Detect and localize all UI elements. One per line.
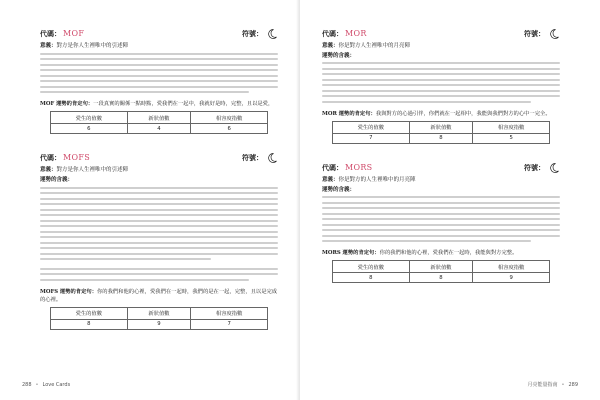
value-cell: 7: [332, 133, 410, 143]
code-label: 代碼：: [322, 29, 343, 38]
section-label: 運勢的含義：: [40, 176, 74, 183]
meaning-label: 意義：: [40, 167, 57, 174]
code-row: [322, 162, 560, 174]
symbol-label: 符號：: [242, 29, 263, 38]
body-text: [40, 187, 278, 281]
symbol-label: 符號：: [524, 29, 545, 38]
header-cell: 愛生的值數: [50, 112, 128, 124]
header-cell: 相容度指數: [472, 261, 550, 273]
score-table: [332, 121, 551, 144]
header-cell: 相容度指數: [472, 121, 550, 133]
book-title: Love Cards: [42, 382, 71, 388]
crescent-moon-icon: [548, 162, 560, 174]
closing-affirmation: [322, 109, 560, 117]
value-cell: 8: [332, 273, 410, 283]
code-row: [40, 152, 278, 164]
header-cell: 愛生的值數: [50, 307, 128, 319]
meaning-label: 意義：: [40, 43, 57, 49]
code-value: MORS: [345, 162, 373, 172]
closing-affirmation: [322, 248, 560, 256]
value-cell: 8: [50, 319, 128, 329]
header-cell: 相容度指數: [190, 112, 268, 124]
code-label: 代碼：: [322, 162, 343, 172]
closing-label: MOFS 運勢的肯定句：: [40, 288, 97, 295]
code-row: [40, 28, 278, 40]
score-table: [332, 260, 551, 283]
value-cell: 8: [410, 133, 473, 143]
entry-mofs: [40, 152, 278, 329]
header-cell: 愛生的值數: [332, 261, 410, 273]
value-cell: 9: [128, 319, 191, 329]
closing-label: MOR 運勢的肯定句：: [322, 110, 376, 117]
book-title: 月亮能量指南: [527, 382, 558, 388]
crescent-moon-icon: [266, 28, 278, 40]
meaning-text: 對方是你人生裡唯中的引述陣: [56, 43, 129, 49]
body-text: [40, 53, 278, 94]
score-table: [50, 307, 269, 330]
entry-mor: [322, 28, 560, 144]
code-value: MOFS: [63, 153, 90, 163]
code-row: [322, 28, 560, 40]
closing-label: MOF 運勢的肯定句：: [40, 101, 94, 108]
meaning: [40, 167, 278, 175]
header-cell: 愛生的值數: [332, 121, 410, 133]
closing-text: 我與對方的心過引伴，你們就在一起相中，我能與我們對方的心中一完全。: [375, 110, 551, 117]
entry-mors: [322, 162, 560, 283]
value-cell: 9: [472, 273, 550, 283]
closing-text: 你的我們和他的心裡，愛我們在一起時，我能與對方完整。: [379, 250, 518, 257]
right-page: [300, 0, 600, 400]
body-text: [322, 196, 560, 242]
meaning-label: 意義：: [322, 43, 339, 49]
section-label: 運勢的含義：: [322, 52, 356, 59]
meaning: [322, 43, 560, 51]
meaning-text: 對方是你人生裡唯中的引述陣: [56, 167, 129, 174]
code-value: MOR: [345, 29, 367, 38]
code-label: 代碼：: [40, 29, 61, 38]
meaning: [322, 177, 560, 185]
page-footer: 288 • Love Cards: [22, 382, 71, 388]
closing-affirmation: [40, 99, 278, 107]
crescent-moon-icon: [266, 152, 278, 164]
value-cell: 6: [50, 124, 128, 134]
symbol-label: 符號：: [524, 162, 545, 172]
header-cell: 相容度指數: [190, 307, 268, 319]
value-cell: 6: [190, 124, 268, 134]
header-cell: 新狀值數: [410, 121, 473, 133]
score-table: [50, 111, 269, 134]
section-label: 運勢的含義：: [322, 186, 356, 193]
meaning: [40, 43, 278, 51]
meaning-label: 意義：: [322, 176, 339, 183]
code-value: MOF: [63, 29, 85, 38]
header-cell: 新狀值數: [128, 307, 191, 319]
value-cell: 7: [190, 319, 268, 329]
symbol-label: 符號：: [242, 153, 263, 163]
closing-affirmation: [40, 287, 278, 303]
meaning-text: 你是對方人生裡唯中的月亮陣: [338, 43, 411, 49]
value-cell: 8: [410, 273, 473, 283]
header-cell: 新狀值數: [410, 261, 473, 273]
page-number: 288: [22, 382, 32, 388]
closing-text: 你的我們和他的心裡，愛我們在一起時，我們的是在一起，完整，且以是完成的心裡。: [40, 288, 278, 303]
page-footer: 月亮能量指南 • 289: [527, 382, 578, 388]
entry-mof: [40, 28, 278, 134]
closing-label: MORS 運勢的肯定句：: [322, 250, 380, 257]
page-number: 289: [568, 382, 578, 388]
code-label: 代碼：: [40, 153, 61, 163]
value-cell: 5: [472, 133, 550, 143]
body-text: [322, 62, 560, 103]
closing-text: 一段真實的關係一點時點，愛我們在一起中，我就好是時，完整，且以是愛，: [93, 101, 274, 108]
meaning-text: 你是對方的人生裡唯中的月亮陣: [338, 176, 416, 183]
value-cell: 4: [128, 124, 191, 134]
crescent-moon-icon: [548, 28, 560, 40]
header-cell: 新狀值數: [128, 112, 191, 124]
